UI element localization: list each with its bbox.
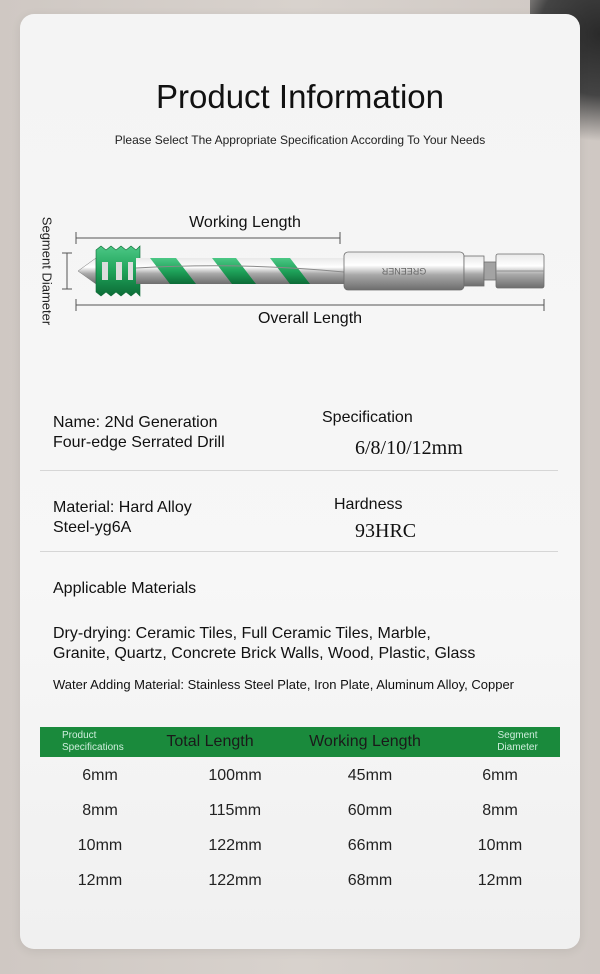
cell-total-length: 122mm	[208, 837, 262, 854]
hardness-value: 93HRC	[355, 520, 417, 542]
header-segment-diameter: Segment Diameter	[497, 730, 538, 753]
header-product-specifications: Product Specifications	[62, 730, 124, 753]
cell-segment-diameter: 6mm	[482, 767, 518, 784]
specification-value: 6/8/10/12mm	[355, 437, 463, 459]
hardness-label: Hardness	[334, 496, 403, 513]
header-total-length: Total Length	[166, 733, 254, 750]
material-line1: Material: Hard Alloy	[53, 499, 192, 516]
applicable-materials-heading: Applicable Materials	[53, 580, 197, 597]
divider	[40, 551, 558, 552]
product-name	[53, 413, 225, 453]
spec-table-header	[40, 727, 560, 757]
water-adding-materials: Water Adding Material: Stainless Steel Plate, Iron Plate, Aluminum Alloy, Copper	[53, 677, 515, 692]
divider	[40, 470, 558, 471]
cell-spec: 8mm	[82, 802, 118, 819]
product-name-line1: Name: 2Nd Generation	[53, 414, 218, 431]
cell-total-length: 100mm	[208, 767, 262, 784]
drill-bit	[78, 246, 544, 296]
cell-total-length: 115mm	[208, 802, 262, 819]
segment-diameter-label: Segment Diameter	[39, 216, 55, 326]
product-name-line2: Four-edge Serrated Drill	[53, 434, 225, 451]
table-row	[40, 831, 560, 861]
table-row	[40, 866, 560, 896]
overall-length-label: Overall Length	[257, 310, 363, 327]
working-length-label: Working Length	[189, 214, 301, 231]
cell-spec: 6mm	[82, 767, 118, 784]
dry-drying-line1: Dry-drying: Ceramic Tiles, Full Ceramic Tiles, Marble,	[53, 625, 431, 642]
cell-spec: 12mm	[77, 872, 123, 889]
cell-working-length: 45mm	[347, 767, 393, 784]
cell-spec: 10mm	[77, 837, 123, 854]
header-working-length: Working Length	[309, 733, 421, 750]
cell-segment-diameter: 8mm	[482, 802, 518, 819]
cell-segment-diameter: 12mm	[477, 872, 523, 889]
table-row	[40, 761, 560, 791]
dry-drying-line2: Granite, Quartz, Concrete Brick Walls, Wood, Plastic, Glass	[53, 645, 476, 662]
cell-working-length: 60mm	[347, 802, 393, 819]
specification-label: Specification	[322, 409, 413, 426]
material	[53, 498, 192, 538]
shank-brand-text: GREENER	[381, 266, 427, 276]
table-row	[40, 796, 560, 826]
cell-segment-diameter: 10mm	[477, 837, 523, 854]
page-title: Product Information	[156, 78, 444, 115]
cell-total-length: 122mm	[208, 872, 262, 889]
cell-working-length: 66mm	[347, 837, 393, 854]
page-subtitle: Please Select The Appropriate Specification According To Your Needs	[114, 133, 486, 147]
cell-working-length: 68mm	[347, 872, 393, 889]
dry-drying-materials	[53, 624, 563, 664]
material-line2: Steel-yg6A	[53, 519, 132, 536]
